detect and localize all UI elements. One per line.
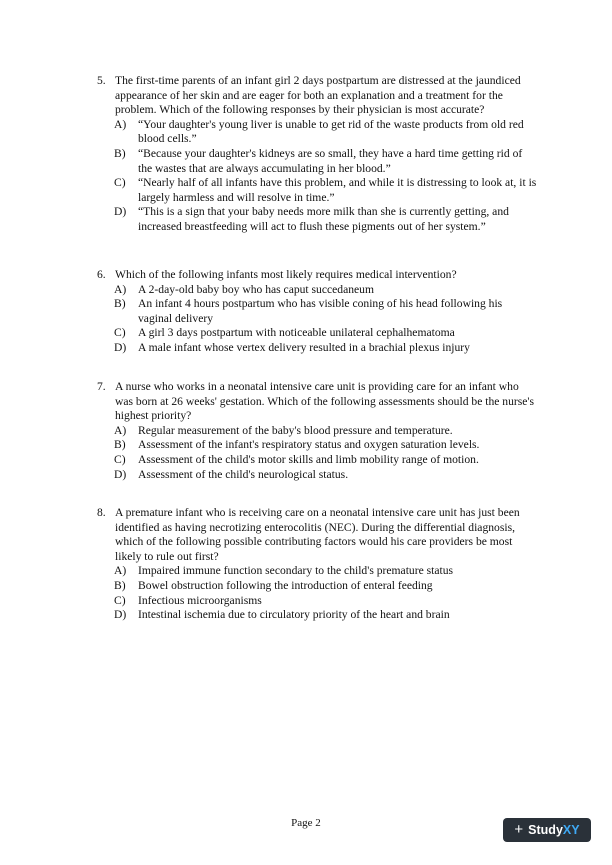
option-letter: C)	[114, 452, 126, 466]
option-text: Bowel obstruction following the introduction of enteral feeding	[138, 578, 433, 592]
option-b	[114, 147, 537, 176]
question-text: A nurse who works in a neonatal intensive care unit is providing care for an infant who was born at 26 weeks' gestation. Which of the following assessments should be the nurse's highest priority?	[115, 380, 535, 423]
option-a	[114, 118, 537, 147]
option-text: An infant 4 hours postpartum who has visible coning of his head following his vaginal delivery	[138, 297, 503, 325]
question-text: The first-time parents of an infant girl 2 days postpartum are distressed at the jaundiced appearance of her skin and are eager for both an explanation and a treatment for the problem. Which of the following responses by their physician is most accurate?	[115, 74, 521, 117]
question-number: 7.	[97, 380, 106, 393]
option-letter: D)	[114, 608, 127, 622]
option-letter: C)	[114, 176, 126, 190]
option-text: Impaired immune function secondary to the child's premature status	[138, 564, 454, 578]
option-letter: B)	[114, 438, 126, 452]
option-text: Intestinal ischemia due to circulatory priority of the heart and brain	[138, 608, 450, 622]
option-text: A male infant whose vertex delivery resulted in a brachial plexus injury	[138, 340, 470, 354]
question-8	[97, 506, 537, 623]
question-stem	[97, 380, 537, 424]
option-letter: B)	[114, 146, 126, 160]
option-d	[114, 341, 537, 356]
plus-icon: +	[514, 820, 524, 838]
option-letter: B)	[114, 578, 126, 592]
question-number: 5.	[97, 74, 106, 87]
option-b	[114, 297, 537, 326]
option-text: A 2-day-old baby boy who has caput succedaneum	[138, 282, 374, 296]
option-letter: C)	[114, 593, 126, 607]
option-letter: D)	[114, 467, 127, 481]
option-text: “Because your daughter's kidneys are so small, they have a hard time getting rid of the wastes that are always accumulating in her blood.”	[138, 146, 523, 175]
option-d	[114, 468, 537, 483]
option-a	[114, 424, 537, 439]
option-letter: A)	[114, 282, 127, 296]
option-letter: B)	[114, 297, 126, 311]
page-number: Page 2	[291, 817, 321, 829]
option-b	[114, 438, 537, 453]
option-letter: A)	[114, 117, 127, 131]
option-b	[114, 579, 537, 594]
question-number: 8.	[97, 506, 106, 519]
question-stem	[97, 506, 537, 564]
question-6	[97, 268, 537, 356]
question-text: Which of the following infants most likely requires medical intervention?	[115, 268, 457, 281]
option-letter: C)	[114, 326, 126, 340]
option-letter: D)	[114, 205, 127, 219]
question-stem	[97, 268, 537, 283]
option-c	[114, 176, 537, 205]
option-text: Regular measurement of the baby's blood pressure and temperature.	[138, 423, 453, 437]
option-text: Assessment of the child's neurological status.	[138, 467, 349, 481]
question-5	[97, 74, 537, 235]
logo-brand-main: Study	[528, 822, 563, 837]
option-letter: A)	[114, 564, 127, 578]
logo-brand-accent: XY	[562, 822, 580, 837]
option-a	[114, 283, 537, 298]
question-stem	[97, 74, 537, 118]
option-text: Assessment of the infant's respiratory status and oxygen saturation levels.	[138, 438, 480, 452]
option-text: Assessment of the child's motor skills and limb mobility range of motion.	[138, 452, 479, 466]
option-letter: D)	[114, 340, 127, 354]
option-a	[114, 564, 537, 579]
option-c	[114, 453, 537, 468]
question-7	[97, 380, 537, 482]
option-text: Infectious microorganisms	[138, 593, 262, 607]
option-text: A girl 3 days postpartum with noticeable unilateral cephalhematoma	[138, 326, 455, 340]
studyxy-logo[interactable]	[503, 818, 591, 842]
option-d	[114, 608, 537, 623]
option-letter: A)	[114, 423, 127, 437]
option-text: “Your daughter's young liver is unable to get rid of the waste products from old red blood cells.”	[138, 117, 524, 146]
option-text: “Nearly half of all infants have this problem, and while it is distressing to look at, it is largely harmless and will resolve in time.”	[138, 176, 537, 204]
option-c	[114, 326, 537, 341]
option-c	[114, 594, 537, 609]
question-number: 6.	[97, 268, 106, 281]
option-d	[114, 205, 537, 234]
option-text: “This is a sign that your baby needs more milk than she is currently getting, and increased breastfeeding will act to flush these pigments out of her system.”	[138, 205, 509, 233]
question-text: A premature infant who is receiving care on a neonatal intensive care unit has just been identified as having necrotizing enterocolitis (NEC). During the differential diagnosis, which of the following possible contributing factors would his care providers be most likely to rule out first?	[115, 506, 520, 563]
